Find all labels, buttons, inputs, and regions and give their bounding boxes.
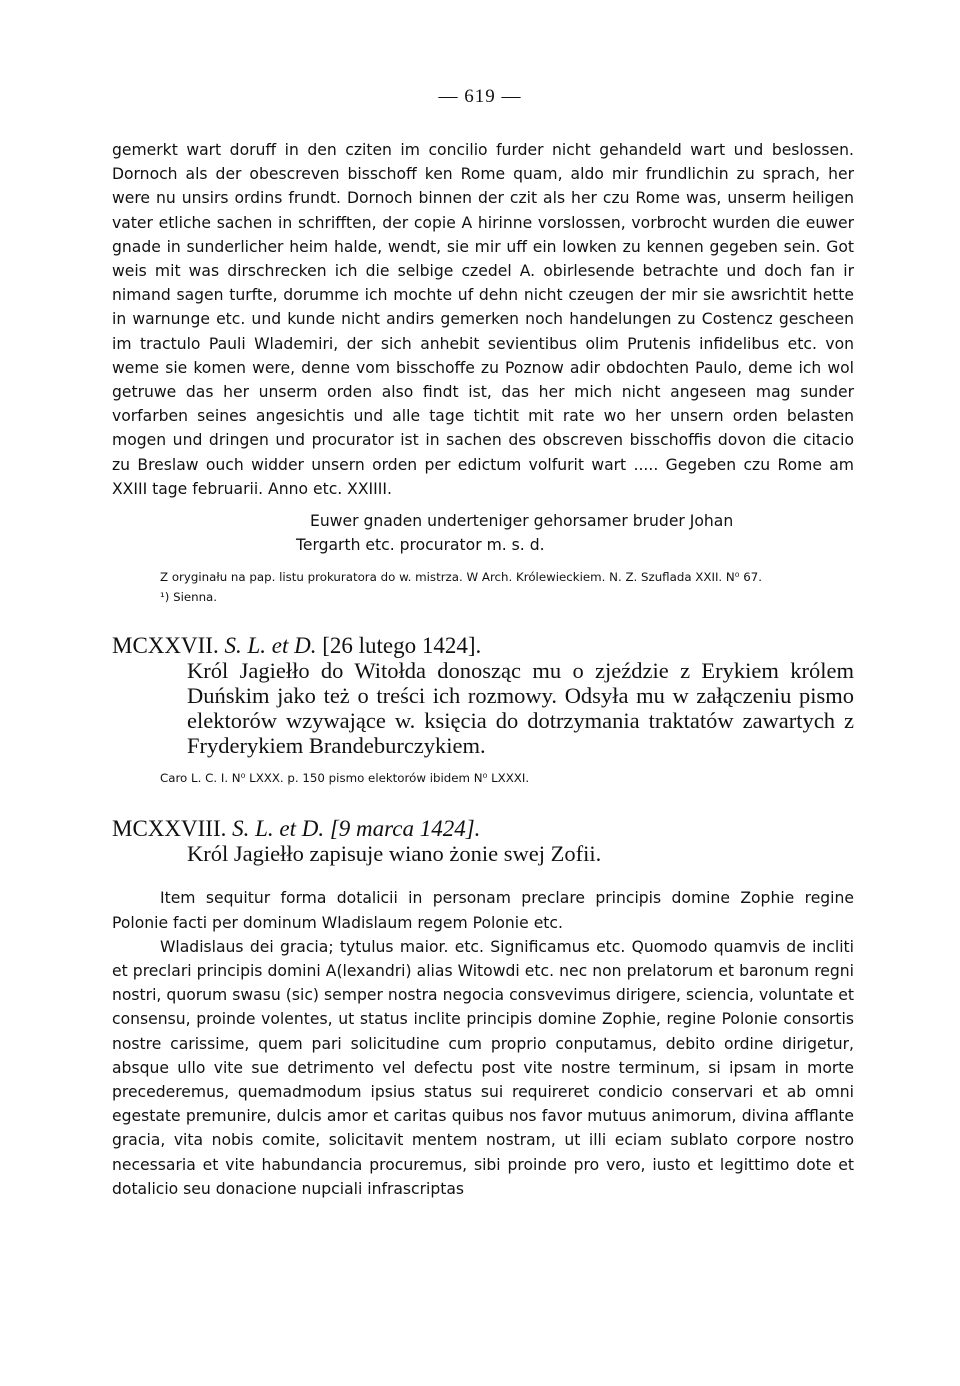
letter-signature: [112, 509, 854, 557]
entry-2-heading: [112, 816, 854, 841]
footnote: ¹) Sienna.: [160, 590, 218, 605]
entry-2: [112, 816, 854, 1201]
entry-2-summary: Król Jagiełło zapisuje wiano żonie swej Zofii.: [187, 841, 602, 867]
page-body: [112, 86, 854, 1201]
entry-1-date: [26 lutego 1424].: [322, 633, 482, 659]
entry-2-number: MCXXVIII.: [112, 816, 227, 842]
entry-1: [112, 633, 854, 788]
entry-2-sigla: S. L. et D.: [232, 816, 325, 842]
entry-1-sigla: S. L. et D.: [224, 633, 317, 659]
page-number: — 619 —: [438, 86, 522, 107]
signature-line-2: Tergarth etc. procurator m. s. d.: [296, 536, 545, 555]
entry-2-paragraph-2: Wladislaus dei gracia; tytulus maior. etc. Significamus etc. Quomodo quamvis de incliti et preclari principis domini A(lexandri) alias Witowdi etc. nec non prelatorum et baronum regni nostri, quorum swasu (sic) semper nostra negocia consvevimus dirigere, sciencia, voluntate et consensu, proinde volentes, ut status inclite principis domine Zophie, regine Polonie consortis nostre carissime, quem pari solicitudine cum proprio conputamus, debito ordine dirigetur, absque ullo vite sue detrimento vel defectu post vite nostre terminum, si ipsam in morte precederemus, quemadmodum ipsius status sui requireret condicio conservari et ab omni egestate premunire, dulcis amor et caritas quibus nos favor mutuus animorum, divina afflante gracia, vita nobis comite, solicitavit mentem nostram, ut illi eciam sublato corpore nostro necessaria et vite habundancia procuremus, sibi proinde pro vero, iusto et legittimo dote et dotalicio seu donacione nupciali infrascriptas: [112, 937, 854, 1198]
letter-text: gemerkt wart doruff in den cziten im concilio furder nicht gehandeld wart und beslossen. Dornoch als der obescreven bisschoff ken Rome quam, aldo mir frundlichin zu sprach, her were nu unsirs ordins frundt. Dornoch binnen der czit als her czu Rome was, unserm heiligen vater etliche sachen in schrifften, der copie A hirinne vorslossen, vorbrocht wurden die euwer gnade in sunderlicher heim halde, wendt, sie mir uff ein lowken zu kennen gegeben sein. Got weis mit was dirschrecken ich die selbige czedel A. obirlesende betrachte und doch fan ir nimand sagen turfte, dorumme ich mochte uf dehn nicht czeugen der mir sie awsrichtit hette in warnunge etc. und kunde nicht andirs gemerken noch handelungen zu Costencz gescheen im tractulo Pauli Wlademiri, der sich anhebit sevientibus olim Prutenis infidelibus etc. von weme sie komen were, denne vom bisschoffe zu Poznow adir obdochten Paulo, deme ich wol getruwe das her unserm orden also findt ist, das her mich nicht angeseen mag sunder vorfarben seines angesichtis und alle tage tichtit mit rate wo her unsern orden belasten mogen und dringen und procurator ist in sachen des obscreven bisschoffis dovon die citacio zu Breslaw ouch widder unsern orden per edictum volfurit wart ..... Gegeben czu Rome am XXIII tage februarii. Anno etc. XXIIII.: [112, 141, 854, 498]
source-note: Z oryginału na pap. listu prokuratora do w. mistrza. W Arch. Królewieckiem. N. Z. Szuflada XXII. N⁰ 67.: [160, 570, 762, 585]
entry-1-summary: Król Jagiełło do Witołda donosząc mu o zjeździe z Erykiem królem Duńskim jako też o treści ich rozmowy. Odsyła mu w załączeniu pismo elektorów wzywające w. księcia do dotrzymania traktatów zawartych z Fryderykiem Brandeburczykiem.: [187, 658, 854, 759]
entry-2-paragraph-1: Item sequitur forma dotalicii in personam preclare principis domine Zophie regine Polonie facti per dominum Wladislaum regem Polonie etc.: [112, 889, 854, 932]
entry-2-date: [9 marca 1424].: [329, 816, 481, 842]
entry-1-source: Caro L. C. I. N⁰ LXXX. p. 150 pismo elektorów ibidem N⁰ LXXXI.: [160, 771, 530, 786]
entry-1-number: MCXXVII.: [112, 633, 219, 659]
signature-line-1: Euwer gnaden underteniger gehorsamer bruder Johan: [310, 512, 734, 531]
entry-1-heading: [112, 633, 854, 658]
